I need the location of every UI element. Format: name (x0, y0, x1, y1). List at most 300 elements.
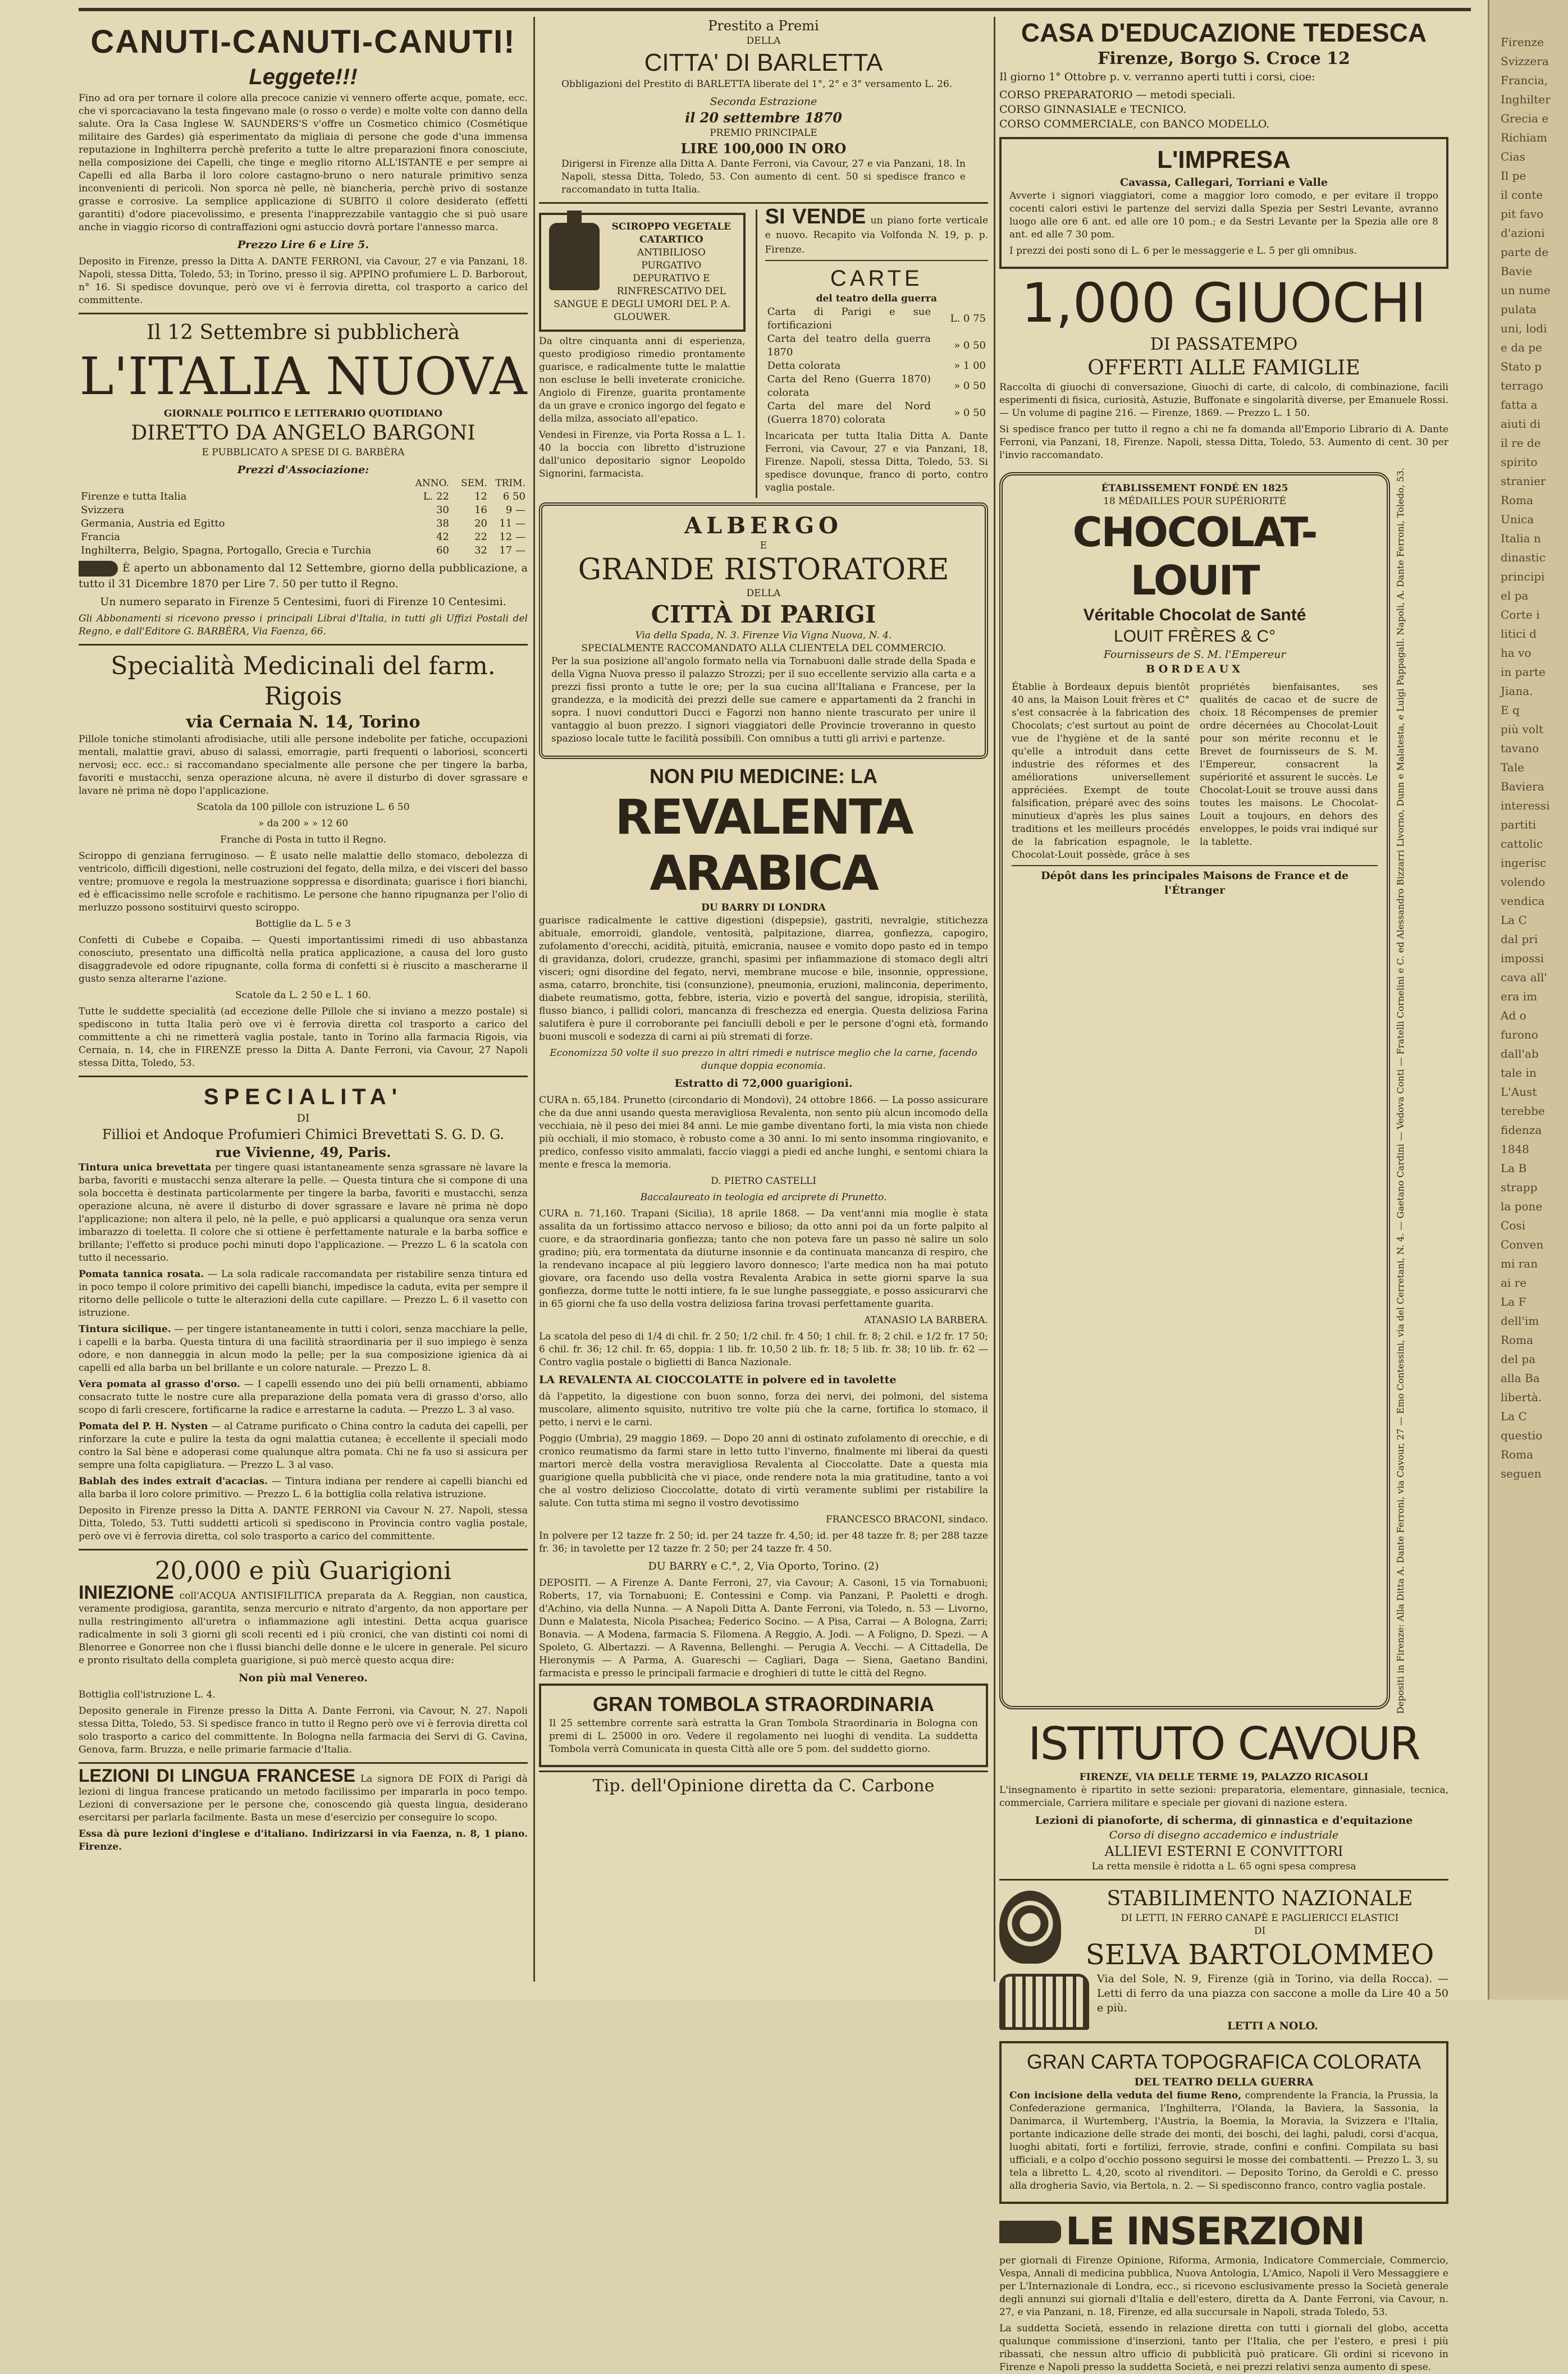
guarigioni-price: Bottiglia coll'istruzione L. 4. (79, 1689, 216, 1700)
edge-line: pit favo (1501, 207, 1544, 221)
row-anno: 30 (436, 504, 449, 516)
edge-line: la pone (1501, 1200, 1543, 1213)
barletta-title: CITTA' DI BARLETTA (644, 49, 883, 76)
rigois-pills-price: Scatola da 100 pillole con istruzione L. 6 50 (196, 802, 410, 813)
revalenta-estratto: Estratto di 72,000 guarigioni. (674, 1077, 853, 1090)
spec-item-text: per tingere quasi istantaneamente senza sgrassare nè lavare la barba, favoriti e mustacchi senza alterare la pelle. — Questa tintura che si compone di una sola boccetta è destinata particolarmente per tingere la barba, favoriti e mustacchi, senza operazione alcuna, nè avere il disturbo di dover sgrassare e lavare nè prima nè dopo l'applicazione; non altera il pelo, nè la pelle, e può applicarsi a qualunque ora senza verun imbarazzo di toeletta. Il colore che si ottiene è perfettamente naturale e la barba soffice e brillante; l'effetto si produce pochi minuti dopo l'applicazione. — Prezzo L. 6 la scatola con tutto il necessario. (79, 1162, 528, 1264)
revalenta-prices-2: In polvere per 12 tazze fr. 2 50; id. per 24 tazze fr. 4,50; id. per 48 tazze fr. 8; per 288 tazze fr. 36; in tavolette per 12 tazze fr. 2 50; per 24 tazze fr. 4 50. (539, 1530, 988, 1554)
divider (79, 644, 528, 646)
row-trim: 6 50 (502, 491, 525, 502)
albergo-sub: SPECIALMENTE RACCOMANDATO ALLA CLIENTELA DEL COMMERCIO. (581, 643, 946, 654)
albergo-grande: GRANDE RISTORATORE (578, 553, 949, 587)
carte-table (765, 305, 988, 427)
carte-item: Carta del teatro della guerra 1870 (767, 333, 931, 358)
column-3 (999, 17, 1448, 2373)
table-row (765, 400, 988, 427)
divider (539, 202, 988, 204)
row-place: Firenze e tutta Italia (81, 491, 187, 502)
edge-line: dinastic (1501, 551, 1546, 564)
spec-item (79, 1323, 528, 1375)
edge-line: Roma (1501, 1333, 1533, 1347)
revalenta-cure-2-signature: ATANASIO LA BARBERA. (864, 1315, 988, 1326)
rigois-syrup: Sciroppo di genziana ferruginoso. — È usato nelle malattie dello stomaco, debolezza di ventricolo, difficili digestioni, nelle costruzioni del fegato, della milza, e dei visceri del basso ventre; promuove e regola la mestruazione soppressa e disordinata; guarisce i fiori bianchi, ed è efficacissimo nelle scrofole e rachitismo. Le persone che hanno ripugnanza per l'olio di merluzzo possono sostituirvi questo sciroppo. (79, 850, 528, 913)
inserzioni-heading (999, 2210, 1448, 2254)
edge-line: d'azioni (1501, 226, 1545, 240)
row-trim: 12 — (499, 531, 525, 543)
louit-side-depots: Depositi in Firenze: Alla Ditta A. Dante Ferroni, via Cavour, 27 — Emo Contessini, via del Cerretani, N. 4. — Gaetano Cardini — Vedova Conti — Fratelli Cornelini e C. ed Alessandro Bizzarri Livorno, Dunn e Malatesta, e Luigi Pappagall. Napoli, A. Dante Ferroni, Toledo, 53. (1395, 468, 1406, 1714)
barletta-estrazione: Seconda Estrazione (710, 95, 817, 108)
giuochi-title: 1,000 GIUOCHI (1021, 272, 1427, 335)
albergo-della: DELLA (746, 588, 781, 599)
lezioni-title: LEZIONI DI LINGUA FRANCESE (79, 1765, 355, 1786)
edge-line: cava all' (1501, 971, 1547, 984)
carte-item: Carta del mare del Nord (Guerra 1870) colorata (767, 400, 931, 426)
col-anno: ANNO. (415, 478, 449, 489)
spec-deposit: Deposito in Firenze presso la Ditta A. DANTE FERRONI via Cavour N. 27. Napoli, stessa Ditta, Toledo, 53. Tutti suddetti articoli si spediscono in Provincia contro vaglia postale, però ove vi è ferrovia diretta, col solo trasporto a carico del committente. (79, 1505, 528, 1542)
carte-price: » 1 00 (954, 360, 986, 372)
crest-icon (999, 1891, 1061, 1964)
rigois-pills: Pillole toniche stimolanti afrodisiache, utili alle persone indebolite per fatiche, occupazioni mentali, malattie gravi, abuso di salassi, emorragie, parti frequenti o laboriosi, sconcerti nervosi; ecc. ecc.: si raccomandano specialmente alle persone che per tingere la barba, favoriti e mustacchi, senza operazione alcuna, nè avere il disturbo di dover sgrassare e lavare nè prima nè dopo l'applicazione. (79, 734, 528, 797)
revalenta-text: guarisce radicalmente le cattive digestioni (dispepsie), gastriti, nevralgie, stitichezza abituale, emorroidi, glandole, ventosità, palpitazione, diarrea, gonfiezza, capogiro, zufolamento d'orecchi, acidità, pituità, emicrania, nausee e vomito dopo pasto ed in tempo di gravidanza, dolori, crudezze, granchi, spasimi per infiammazione di stomaco degli altri visceri; ogni disordine del fegato, nervi, membrane mucose e bile, insonnie, oppressione, asma, catarro, bronchite, tisi (consunzione), pneumonia, eruzioni, malinconia, deperimento, diabete reumatismo, gotta, febbre, isteria, vizio e povertà del sangue, idropisia, sterilità, flusso bianco, i pallidi colori, mancanza di freschezza ed energia. Questa deliziosa Farina salutifera è pure il corroborante pei fanciulli deboli e per le persone d'ogni età, formando buoni muscoli e sodezza di carni ai più stremati di forze. (539, 915, 988, 1042)
selva-name: SELVA BARTOLOMMEO (1085, 1938, 1434, 1971)
revalenta-sub: DU BARRY DI LONDRA (701, 902, 826, 913)
casa-item: CORSO PREPARATORIO — metodi speciali. (999, 89, 1236, 101)
carte-deposit: Incaricata per tutta Italia Ditta A. Dante Ferroni, via Cavour, 27 e via Panzani, 18, Firenze. Napoli, stessa Ditta, Toledo, 53. Si spedisce dovunque, franco di porto, contro vaglia postale. (765, 431, 988, 493)
edge-line: Conven (1501, 1238, 1544, 1251)
revalenta-cure-2: CURA n. 71,160. Trapani (Sicilia), 18 aprile 1868. — Da vent'anni mia moglie è stata assalita da un fortissimo attacco nervoso e bilioso; da otto anni poi da un forte palpito al cuore, e da straordinaria gonfiezza; tanto che non poteva fare un passo nè salire un solo gradino; più, era tormentata da diuturne insonnie e da continuata mancanza di respiro, che la rendevano incapace al più leggiero lavoro donnesco; l'arte medica non ha mai potuto giovare, ora facendo uso della vostra Revalenta Arabica in sette giorni sparve la sua gonfiezza, dorme tutte le notti intiere, fa le sue lunghe passeggiate, e posso assicurarvi che in 65 giorni che fa uso della vostra deliziosa farina trovasi perfettamente guarita. (539, 1208, 988, 1310)
table-header-row (79, 477, 528, 490)
revalenta-firm-text: DU BARRY e C.°, 2, Via Oporto, Torino. (648, 1560, 861, 1572)
canuti-title: CANUTI-CANUTI-CANUTI! (90, 24, 516, 60)
cavour-retta: La retta mensile è ridotta a L. 65 ogni spesa compresa (1091, 1860, 1356, 1872)
sciroppo-text: Da oltre cinquanta anni di esperienza, questo prodigioso rimedio prontamente guarisce, e radicalmente tutte le malattie non escluse le belli inveterate croniciche. Angiolo di Firenze, guarita prontamente da un grave e cronico ingorgo del fegato e della milza, associato all'epatico. (539, 336, 746, 424)
edge-line: libertà. (1501, 1390, 1542, 1404)
revalenta-depots: DEPOSITI. — A Firenze A. Dante Ferroni, 27, via Cavour; A. Casoni, 15 via Tornabuoni; Roberts, 17, via Tornabuoni; E. Contessini e Comp. via Panzani, P. Paoletti e drogh. d'Achino, via della Nunna. — A Napoli Ditta A. Dante Ferroni, via Toledo, n. 53 — Livorno, Dunn e Malatesta, Nicola Pisachea; Federico Socino. — A Pisa, Carrai — A Bologna, Zarri; Bonavia. — A Modena, farmacia S. Filomena. A Reggio, A. Jodi. — A Foligno, D. Spezi. — A Spoleto, G. Albertazzi. — A Ravenna, Bellenghi. — Perugia A. Vecchi. — A Cittadella, De Hieronymis — A Parma, A. Guareschi — Cagliari, Daga — Siena, Gaetano Bandini, farmacista e presso le principali farmacie e droghieri di tutte le città del Regno. (539, 1577, 988, 1679)
row-sem: 22 (474, 531, 487, 543)
italia-announce: Il 12 Settembre si pubblicherà (147, 321, 460, 344)
inserzioni-title: LE INSERZIONI (1066, 2209, 1365, 2254)
adjacent-page-edge (1488, 0, 1568, 2000)
divider (79, 1762, 528, 1764)
divider (79, 1076, 528, 1077)
spec-item (79, 1268, 528, 1320)
edge-line: ingerisc (1501, 856, 1547, 870)
spec-item-name: Tintura sicilique. (79, 1324, 171, 1335)
italia-title: L'ITALIA NUOVA (79, 346, 527, 406)
canuti-body: Fino ad ora per tornare il colore alla precoce canizie vi vennero offerte acque, pomate, ecc. che vi sporcaciavano la testa fingevano male (o rosso o verde) e molte volte con danno della salute. Ora la Casa Inglese W. SAUNDERS'S v'offre un Cosmetico chimico (Cosmétique militaire des Gardes) già esperimentato da migliaia di persone che gode d'una immensa reputazione in Inghilterra perchè preferito a tutte le altre preparazioni finora conosciute, nella composizione dei Capelli, che tinge e meglio ritorno ALL'ISTANTE e per sempre ai Capelli ed alla Barba il loro colore castagno-bruno o nero naturale primitivo senza inconvenienti di pericoli. Non sporca nè pelle, nè biancheria, perchè privo di sostanze grasse e corrosive. La semplice applicazione di SUBITO il colore desiderato (effetti garantiti) d'odore piacevolissimo, e presenta l'inapprezzabile vantaggio che si può usare anche in viaggio ricorso di contraffazioni ogni astuccio dovrà portare l'annesso marca. (79, 93, 528, 233)
table-row (765, 305, 988, 332)
row-anno: 38 (436, 518, 449, 529)
divider (79, 1549, 528, 1550)
spec-item (79, 1475, 528, 1501)
vende-carte (756, 205, 989, 498)
sciroppo-box (539, 213, 746, 332)
edge-line: il re de (1501, 436, 1541, 450)
guarigioni-slogan: Non più mal Venereo. (239, 1672, 368, 1684)
edge-line: mi ran (1501, 1257, 1538, 1270)
row-trim: 11 — (499, 518, 525, 529)
edge-line: Unica (1501, 513, 1534, 526)
edge-line: Corte i (1501, 608, 1540, 621)
edge-line: Il pe (1501, 169, 1526, 182)
cavour-lessons: Lezioni di pianoforte, di scherma, di ginnastica e d'equitazione (1035, 1814, 1413, 1827)
row-sem: 16 (474, 504, 487, 516)
carte-item: Detta colorata (767, 360, 841, 372)
divider (79, 313, 528, 314)
carta-sub: DEL TEATRO DELLA GUERRA (1134, 2075, 1314, 2088)
edge-line: Jiana. (1501, 684, 1533, 698)
edge-line: volendo (1501, 875, 1546, 889)
italia-prices-heading: Prezzi d'Associazione: (237, 464, 369, 476)
column-1 (79, 17, 528, 1982)
italia-subtitle: GIORNALE POLITICO E LETTERARIO QUOTIDIANO (163, 408, 443, 419)
guarigioni-injection: INIEZIONE (79, 1582, 175, 1603)
edge-line: ha vo (1501, 646, 1532, 660)
carte-price: L. 0 75 (950, 313, 986, 324)
edge-line: tavano (1501, 742, 1539, 755)
edge-line: ai re (1501, 1276, 1527, 1289)
selva-title: STABILIMENTO NAZIONALE (1107, 1887, 1413, 1910)
giuochi-text: Raccolta di giuochi di conversazione, Giuochi di carte, di calcolo, di combinazione, facili esperimenti di fisica, curiosità, Astuzie, Buffonate e singolarità diverse, per Emanuele Rossi. — Un volume di pagine 216. — Firenze, 1869. — Prezzo L. 1 50. (999, 382, 1448, 419)
edge-line: un nume (1501, 283, 1551, 297)
edge-line: seguen (1501, 1467, 1542, 1480)
edge-line: impossi (1501, 952, 1544, 965)
edge-line: vendica (1501, 894, 1545, 908)
carte-price: » 0 50 (954, 380, 986, 392)
vende-title: SI VENDE (765, 205, 866, 228)
canuti-subtitle: Leggete!!! (249, 65, 358, 89)
impresa-sub: Cavassa, Callegari, Torriani e Valle (1119, 176, 1328, 189)
table-row (79, 544, 528, 557)
revalenta-title: REVALENTA ARABICA (615, 789, 912, 902)
giuochi-deposit: Si spedisce franco per tutto il regno a chi ne fa domanda all'Emporio Librario di A. Dante Ferroni, via Panzani, 18, Firenze. Napoli, stessa Ditta, Toledo, 53. Aumento di cent. 30 per l'invio raccomandato. (999, 424, 1448, 461)
edge-line: terrago (1501, 379, 1543, 392)
italia-note-1-text: È aperto un abbonamento dal 12 Settembre, giorno della pubblicazione, a tutto il 31 Dicembre 1870 per Lire 7. 50 per tutto il Regno. (79, 562, 528, 590)
lezioni-body (79, 1765, 528, 1824)
albergo-e: E (760, 540, 767, 551)
pointing-hand-icon (999, 2221, 1061, 2243)
table-row (79, 517, 528, 530)
bottle-icon (549, 223, 600, 290)
edge-line: Grecia e (1501, 112, 1549, 125)
casa-text: Il giorno 1° Ottobre p. v. verranno aperti tutti i corsi, cioe: (999, 71, 1315, 83)
row-anno: 42 (436, 531, 449, 543)
edge-line: parte de (1501, 245, 1549, 259)
guarigioni-title: 20,000 e più Guarigioni (154, 1557, 452, 1585)
edge-line: Cias (1501, 150, 1525, 163)
casa-title: CASA D'EDUCAZIONE TEDESCA (1021, 18, 1427, 47)
revalenta-cure-3-signature: FRANCESCO BRACONI, sindaco. (825, 1514, 988, 1525)
sciroppo-ad (539, 209, 746, 498)
guarigioni-body (79, 1582, 528, 1667)
barletta-della: DELLA (746, 35, 781, 47)
edge-line: più volt (1501, 722, 1544, 736)
tombola-title: GRAN TOMBOLA STRAORDINARIA (593, 1693, 934, 1716)
spec-address: rue Vivienne, 49, Paris. (215, 1144, 391, 1160)
carta-body (1009, 2089, 1438, 2193)
louit-firm: LOUIT FRÈRES & C° (1113, 627, 1276, 646)
rigois-deposit: Tutte le suddette specialità (ad eccezione delle Pillole che si inviano a mezzo postale) si spediscono in tutta Italia però ove vi è ferrovia diretta col trasporto a carico del committente a chi ne rimetterà vaglia postale, tanto in Torino alla farmacia Rigois, via Cernaia, n. 14, che in FIRENZE presso la Ditta A. Dante Ferroni, via Cavour, 27 Napoli stessa Ditta, Toledo, 53. (79, 1006, 528, 1069)
cavour-text: L'insegnamento è ripartito in sette sezioni: preparatoria, elementare, ginnasiale, tecnica, commerciale, Carriera militare e speciale per giovani di nazione estera. (999, 1784, 1448, 1809)
giuochi-sub-2: OFFERTI ALLE FAMIGLIE (1087, 356, 1360, 379)
revalenta-cure-3: Poggio (Umbria), 29 maggio 1869. — Dopo 20 anni di ostinato zufolamento di orecchie, e di cronico reumatismo da farmi stare in letto tutto l'inverno, finalmente mi liberai da questi martori mercè della vostra meravigliosa Revalenta al Cioccolatte. Date a questa mia guarigione quella pubblicità che vi piace, onde rendere nota la mia gratitudine, tanto a voi che al vostro delizioso Cioccolatte, dotato di virtù veramente sublimi per ristabilire la salute. Con tutta stima mi segno il vostro devotissimo (539, 1433, 988, 1509)
row-anno: 60 (436, 545, 449, 556)
spec-item (79, 1378, 528, 1417)
spec-item-name: Bablah des indes extrait d'acacias. (79, 1476, 268, 1487)
barletta-pre: Prestito a Premi (708, 18, 819, 34)
revalenta-cure-1-signature: D. PIETRO CASTELLI (711, 1175, 816, 1187)
italia-director: DIRETTO DA ANGELO BARGONI (131, 422, 476, 445)
edge-line: Bavie (1501, 264, 1533, 278)
edge-line: interessi (1501, 799, 1550, 812)
carte-sub: del teatro della guerra (816, 293, 937, 304)
row-place: Inghilterra, Belgio, Spagna, Portogallo, Grecia e Turchia (81, 545, 372, 556)
albergo-text: Per la sua posizione all'angolo formato nella via Tornabuoni dalle strade della Spada e della Vigna Nuova presso il palazzo Strozzi; per il suo eccellente servizio alla carta e a prezzi fissi pronto a tutte le ore; per la sua cucina all'Italiana e Francese, per la grandezza, e la modicità dei prezzi delle sue camere e appartamenti da 2 franchi in sopra. I nuovi conduttori Ducci e Fagorzi non hanno niente trascurato per unire il vantaggio al buon prezzo. I signori viaggiatori delle Provincie troveranno in questo spazioso locale tutte le facilità possibili. Con omnibus a tutti gli arrivi e partenze. (551, 656, 976, 744)
guarigioni-deposit: Deposito generale in Firenze presso la Ditta A. Dante Ferroni, via Cavour, N. 27. Napoli stessa Ditta, Toledo, 53. Si spedisce franco in tutto il Regno però ove vi è ferrovia diretta col solo trasporto a carico del committente. In Bologna nella farmacia dei Servi di G. Cavina, Genova, farm. Bruzza, e nelle primarie farmacie d'Italia. (79, 1705, 528, 1755)
col-trim: TRIM. (495, 478, 525, 489)
column-2 (539, 17, 988, 1982)
edge-line: alla Ba (1501, 1371, 1540, 1385)
italia-note-1 (79, 561, 528, 591)
edge-line: La B (1501, 1161, 1527, 1175)
spec-di: DI (296, 1112, 310, 1124)
edge-line: e da pe (1501, 341, 1542, 354)
edge-line: La C (1501, 913, 1527, 927)
top-rule (79, 8, 1471, 11)
edge-line: spirito (1501, 455, 1538, 469)
louit-text: Établie à Bordeaux depuis bientôt 40 ans, la Maison Louit frères et C° s'est consacrée à la fabrication des Chocolats; c'est surtout au point de vue de l'hygiène et de la santé qu'elle a introduit dans cette industrie des réformes et des améliorations universellement appréciées. Exempt de toute falsification, préparé avec des soins minutieux d'après les plus saines traditions et les meilleurs procédés de la fabrication espagnole, le Chocolat-Louit possède, grâce à ses propriétés bienfaisantes, ses qualités de cacao et de sucre de choix. 18 Récompenses de premier ordre décernées au Chocolat-Louit pour son mérite reconnu et le Brevet de fournisseurs de S. M. l'Empereur, consacrent la supériorité et assurent le succès. Le Chocolat-Louit se trouve aussi dans toutes les maisons. Le Chocolat-Louit a toujours, en dehors des enveloppes, le poids vrai indiqué sur la tablette. (1012, 681, 1378, 861)
bed-icon (999, 1974, 1089, 2030)
selva-text: Via del Sole, N. 9, Firenze (già in Torino, via della Rocca). — Letti di ferro da una piazza con saccone a molle da Lire 40 a 50 e più. (1097, 1972, 1448, 2014)
carte-price: » 0 50 (954, 407, 986, 419)
tombola-box (539, 1684, 988, 1767)
edge-line: Roma (1501, 493, 1533, 507)
edge-line: aiuti di (1501, 417, 1541, 431)
revalenta-firm-num: (2) (863, 1560, 879, 1572)
albergo-citta: CITTÀ DI PARIGI (651, 601, 876, 628)
spec-item-name: Pomata tannica rosata. (79, 1269, 204, 1280)
selva-di: DI (1254, 1925, 1266, 1937)
casa-address: Firenze, Borgo S. Croce 12 (1098, 49, 1350, 68)
edge-line: Tale (1501, 761, 1524, 774)
edge-line: del pa (1501, 1352, 1536, 1366)
spec-item-name: Tintura unica brevettata (79, 1162, 212, 1173)
casa-item: CORSO GINNASIALE e TECNICO. (999, 103, 1187, 116)
spec-item (79, 1420, 528, 1472)
table-row (765, 332, 988, 359)
row-trim: 9 — (505, 504, 525, 516)
italia-prices-table (79, 477, 528, 557)
selva-noleggio: LETTI A NOLO. (1227, 2019, 1318, 2032)
table-row (765, 359, 988, 373)
lezioni-text: La signora DE FOIX di Parigi dà lezioni di lingua francese praticando un metodo facilissimo per impararla in poco tempo. Lezioni di conversazione per le persone che, conoscendo già questa lingua, desiderano esercitarsi per parlarla facilmente. Basta un mese d'esercizio per conseguire lo scopo. (79, 1773, 528, 1823)
lezioni-footer: Essa dà pure lezioni d'inglese e d'italiano. Indirizzarsi in via Faenza, n. 8, 1 piano. Firenze. (79, 1828, 528, 1852)
column-rule (994, 17, 995, 1982)
spec-item-text: — I capelli essendo uno dei più belli ornamenti, abbiamo consacrato tutte le nostre cure alla preparazione della pomata vera di grasso d'orso, allo scopo di farli crescere, fortificarne la radice e arrestarne la caduta. — Prezzo L. 3 al vaso. (79, 1379, 528, 1416)
edge-line: el pa (1501, 589, 1529, 602)
revalenta-cioccolatte-title: LA REVALENTA AL CIOCCOLATTE in polvere ed in tavolette (539, 1374, 897, 1386)
spec-item-text: — al Catrame purificato o China contro la caduta dei capelli, per rinforzare la cute e pulire la testa da ogni malattia cutanea; è eccellente il speciali modo contro la Sal bène e adoperasi come qualunque altra pomata. Chi ne fa uso si assicura per sempre una folta capigliatura. — Prezzo L. 3 al vaso. (79, 1421, 528, 1471)
row-place: Germania, Austria ed Egitto (81, 518, 225, 529)
edge-line: fatta a (1501, 398, 1538, 411)
edge-line: La F (1501, 1295, 1526, 1309)
row-sem: 20 (474, 518, 487, 529)
italia-publisher: E PUBBLICATO A SPESE DI G. BARBÈRA (202, 447, 405, 458)
louit-title: CHOCOLAT-LOUIT (1072, 509, 1317, 604)
edge-line: era im (1501, 990, 1538, 1003)
edge-line: E q (1501, 703, 1520, 717)
rigois-franco: Franche di Posta in tutto il Regno. (220, 834, 386, 845)
edge-line: Baviera (1501, 780, 1544, 793)
spec-item-text: — La sola radicale raccomandata per ristabilire senza tintura ed in poco tempo il colore primitivo dei capelli bianchi, impedisce la caduta, evita per sempre il ritorno delle pellicole o tutte le alterazioni della cute capillare. — Prezzo L. 6 il vasetto con istruzione. (79, 1269, 528, 1319)
edge-text (1489, 0, 1568, 1482)
revalenta-pre: NON PIU MEDICINE: LA (649, 765, 877, 788)
sciroppo-title: SCIROPPO VEGETALE CATARTICO (611, 221, 732, 245)
pointing-hand-icon (79, 561, 118, 577)
louit-section (999, 468, 1448, 1714)
cavour-corso: Corso di disegno accademico e industriale (1109, 1828, 1339, 1841)
row-sem: 32 (474, 545, 487, 556)
spec-firm: Fillioi et Andoque Profumieri Chimici Brevettati S. G. D. G. (102, 1127, 504, 1142)
edge-line: L'Aust (1501, 1085, 1537, 1099)
louit-sub: Véritable Chocolat de Santé (1083, 606, 1306, 624)
barletta-lire: LIRE 100,000 IN ORO (680, 140, 847, 157)
table-row (765, 373, 988, 400)
edge-line: dal pri (1501, 932, 1538, 946)
albergo-box (539, 502, 988, 759)
edge-line: Cosi (1501, 1219, 1526, 1232)
sciroppo-deposit: Vendesi in Firenze, via Porta Rossa a L. 1. 40 la boccia con libretto d'istruzione dall'unico depositario signor Leopoldo Signorini, farmacista. (539, 429, 746, 479)
revalenta-cure-1-role: Baccalaureato in teologia ed arciprete di Prunetto. (640, 1192, 887, 1203)
impresa-note: I prezzi dei posti sono di L. 6 per le messaggerie e L. 5 per gli omnibus. (1009, 245, 1357, 257)
sciroppo-sub: ANTIBILIOSO PURGATIVO DEPURATIVO E RINFRESCATIVO DEL SANGUE E DEGLI UMORI DEL P. A. GLOUWER. (554, 247, 731, 323)
edge-line: cattolic (1501, 837, 1543, 850)
edge-line: terebbe (1501, 1104, 1545, 1118)
edge-line: strapp (1501, 1181, 1538, 1194)
louit-footer: Dépôt dans les principales Maisons de France et de l'Étranger (1012, 865, 1378, 898)
spec-item-text: — per tingere istantaneamente in tutti i colori, senza macchiare la pelle, i capelli e la barba. Questa tintura di una facilità straordinaria per il suo impiego è senza odore, e non danneggia in alcun modo la pelle; per la sua composizione igienica dà ai capelli ed alla barba un bel brillante e un colore naturale. — Prezzo L. 8. (79, 1324, 528, 1374)
rigois-syrup-price: Bottiglie da L. 5 e 3 (255, 918, 351, 930)
rigois-confetti-price: Scatole da L. 2 50 e L. 1 60. (235, 990, 371, 1001)
column-rule (533, 17, 535, 1982)
revalenta-prices: La scatola del peso di 1/4 di chil. fr. 2 50; 1/2 chil. fr. 4 50; 1 chil. fr. 8; 2 chil. e 1/2 fr. 17 50; 6 chil. fr. 36; 12 chil. fr. 65, doppia: 1 lib. fr. 10,50 2 lib. fr. 18; 5 lib. fr. 38; 10 lib. fr. 62 — Contro vaglia postale o biglietti di Banca Nazionale. (539, 1331, 988, 1368)
edge-line: principi (1501, 570, 1545, 583)
carte-item: Carta del Reno (Guerra 1870) colorata (767, 373, 931, 399)
edge-line: Richiam (1501, 131, 1547, 144)
edge-line: Roma (1501, 1448, 1533, 1461)
impresa-title: L'IMPRESA (1157, 146, 1291, 173)
row-sem: 12 (474, 491, 487, 502)
spec-title: SPECIALITA' (203, 1085, 403, 1109)
spec-item-text: — Tintura indiana per rendere ai capelli bianchi ed alla barba il loro colore primitivo. — Prezzo L. 6 la bottiglia colla relativa istruzione. (79, 1476, 528, 1500)
louit-established: ÉTABLISSEMENT FONDÉ EN 1825 (1101, 483, 1288, 494)
divider (765, 260, 988, 261)
edge-line: La C (1501, 1410, 1527, 1423)
edge-line: tale in (1501, 1066, 1537, 1079)
edge-line: pulata (1501, 303, 1537, 316)
edge-line: Francia, (1501, 74, 1548, 87)
edge-line: Stato p (1501, 360, 1542, 373)
tombola-text: Il 25 settembre corrente sarà estratta la Gran Tombola Straordinaria in Bologna con premi di L. 25000 in oro. Vedere il regolamento nei luoghi di vendita. La suddetta Tombola verrà Comunicata in questa Città alle ore 5 pom. del suddetto giorno. (549, 1718, 978, 1755)
edge-line: Firenze (1501, 35, 1544, 49)
impresa-box (999, 137, 1448, 269)
edge-line: Inghilter (1501, 93, 1551, 106)
barletta-date: il 20 settembre 1870 (685, 109, 842, 126)
edge-line: fidenza (1501, 1123, 1542, 1137)
edge-line: Ad o (1501, 1009, 1526, 1022)
edge-line: questio (1501, 1429, 1543, 1442)
selva-sub: DI LETTI, IN FERRO CANAPÈ E PAGLIERICCI ELASTICI (1121, 1912, 1399, 1924)
table-row (79, 490, 528, 504)
casa-item: CORSO COMMERCIALE, con BANCO MODELLO. (999, 118, 1270, 130)
vende-text: un piano forte verticale e nuovo. Recapito via Volfonda N. 19, p. p. Firenze. (765, 215, 989, 255)
rigois-pills-price-2: » da 200 » » 12 60 (258, 818, 349, 829)
giuochi-sub: DI PASSATEMPO (1150, 335, 1298, 354)
table-row (79, 530, 528, 544)
carta-text: comprendente la Francia, la Prussia, la Confederazione germanica, l'Inghilterra, l'Olanda, la Baviera, la Sassonia, la Danimarca, il Wurtemberg, l'Austria, la Boemia, la Moravia, la Svizzera e l'Italia, portante indicazione delle strade dei monti, dei boschi, dei laghi, paludi, corsi d'acqua, luoghi abitati, forti e fortilizi, ferrovie, strade, confini e confini. Compilata su basi ufficiali, e a colpo d'occhio possono seguirsi le mosse dei combattenti. — Prezzo L. 3, su tela a libretto L. 4,20, scoto al rivenditori. — Deposito Torino, da Geroldi e C. presso alla drogheria Savio, via Bertola, n. 2. — Si spedisconno franco, contro vaglia postale. (1009, 2089, 1438, 2192)
spec-item (79, 1161, 528, 1265)
carte-price: » 0 50 (954, 340, 986, 351)
edge-line: uni, lodi (1501, 322, 1547, 335)
edge-line: furono (1501, 1028, 1538, 1041)
vende-ad (765, 205, 989, 257)
italia-note-3: Gli Abbonamenti si ricevono presso i principali Librai d'Italia, in tutti gli Uffizi Postali del Regno, e dall'Editore G. BARBÈRA, Via Faenza, 66. (79, 613, 528, 637)
louit-box (999, 472, 1390, 1709)
barletta-premio: PREMIO PRINCIPALE (710, 127, 817, 139)
carta-sub-2: Con incisione della veduta del fiume Reno, (1009, 2089, 1242, 2101)
cavour-address: FIRENZE, VIA DELLE TERME 19, PALAZZO RICASOLI (1079, 1771, 1369, 1783)
edge-line: litici d (1501, 627, 1537, 641)
row-anno: L. 22 (423, 491, 449, 502)
edge-line: dall'ab (1501, 1047, 1539, 1060)
carte-title: CARTE (830, 266, 923, 291)
edge-line: Italia n (1501, 532, 1541, 545)
divider (999, 1879, 1448, 1881)
barletta-text: Obbligazioni del Prestito di BARLETTA liberate del 1°, 2° e 3° versamento L. 26. (561, 79, 953, 90)
edge-line: in parte (1501, 665, 1546, 679)
table-row (79, 504, 528, 517)
canuti-deposit: Deposito in Firenze, presso la Ditta A. DANTE FERRONI, via Cavour, 27 e via Panzani, 18. Napoli, stessa Ditta, Toledo, 53; in Torino, presso il sig. APPINO profumiere L. D. Barborout, n° 16. Si spedisce dovunque, però ove vi è ferrovia diretta, col trasporto a carico del committente. (79, 256, 528, 306)
carta-box (999, 2041, 1448, 2204)
inserzioni-text-2: La suddetta Società, essendo in relazione diretta con tutti i giornali del globo, accetta qualunque commissione d'inserzioni, tanto per l'Italia, che per l'estero, e presi i più ribassati, che nessun altro ufficio di pubblicità può praticare. Gli ordini si ricevono in Firenze e Napoli presso la suddetta Società, e nei prezzi relativi senza aumento di spese. (999, 2322, 1448, 2373)
italia-note-2: Un numero separato in Firenze 5 Centesimi, fuori di Firenze 10 Centesimi. (100, 596, 506, 608)
albergo-title: ALBERGO (684, 513, 843, 539)
guarigioni-text: coll'ACQUA ANTISIFILITICA preparata da A. Reggian, non caustica, veramente prodigiosa, garantita, senza mercurio e nitrato d'argento, da non apportare per nulla restringimento all'uretra o infiammazione agli intestini. Detta acqua guarisce radicalmente in soli 3 giorni gli scoli recenti ed i più cronici, che van distinti coi nomi di Blenorree e Gonorree non che i flussi bianchi delle donne e le ulcere in generale. Pel sicuro e pronto risultato della completa guarigione, si può mercè questo acqua dire: (79, 1590, 528, 1666)
albergo-address: Via della Spada, N. 3. Firenze Via Vigna Nuova, N. 4. (635, 630, 892, 641)
impresa-text: Avverte i signori viaggiatori, come a maggior loro comodo, e per evitare il troppo cocenti calori estivi le partenze del servizi dalla Spezia per Sestri Levante, avranno luogo alle ore 6 ant. ed alle ore 10 pom.; e da Sestri Levante per la Spezia alle ore 8 ant. ed alle 7 30 pom. (1009, 190, 1438, 240)
rigois-address: via Cernaia N. 14, Torino (186, 712, 420, 732)
edge-line: Svizzera (1501, 54, 1549, 68)
printer-footer: Tip. dell'Opinione diretta da C. Carbone (539, 1771, 988, 1797)
rigois-confetti: Confetti di Cubebe e Copaiba. — Questi importantissimi rimedi di uso abbastanza conosciuto, presentato una difficoltà nella pratica applicazione, a causa del loro gusto disaggradevole ed odore ripugnante, colla forma di confetti si è riuscito a mascherarne il gusto senza alterarne l'azione. (79, 935, 528, 985)
edge-line: dell'im (1501, 1314, 1539, 1328)
edge-line: il conte (1501, 188, 1543, 202)
barletta-deposit: Dirigersi in Firenze alla Ditta A. Dante Ferroni, via Cavour, 27 e via Panzani, 18. In Napoli, stessa Ditta, Toledo, 53. Con aumento di cent. 50 si spedisce franco e raccomandato in tutta Italia. (561, 158, 966, 195)
cavour-allievi: ALLIEVI ESTERNI E CONVITTORI (1104, 1843, 1343, 1859)
carta-title: GRAN CARTA TOPOGRAFICA COLORATA (1026, 2050, 1421, 2073)
edge-line: partiti (1501, 818, 1537, 831)
row-place: Svizzera (81, 504, 125, 516)
inserzioni-text: per giornali di Firenze Opinione, Riforma, Armonia, Indicatore Commerciale, Commercio, Vespa, Annali di medicina pubblica, Nuova Antologia, L'Amico, Napoli il Vero Messaggiere e per L'Internazionale di Londra, ecc., si ricevono esclusivamente presso la Società generale degli annunzi sui giornali d'Italia e dell'estero, diretta da A. Dante Ferroni, via Cavour, n. 27, e via Panzani, n. 18, Firenze, ed alla succursale in Napoli, strada Toledo, 53. (999, 2254, 1448, 2318)
louit-medals: 18 MÉDAILLES POUR SUPÉRIORITÉ (1103, 496, 1287, 507)
cavour-title: ISTITUTO CAVOUR (1028, 1717, 1420, 1770)
louit-fournisseurs: Fournisseurs de S. M. l'Empereur (1103, 648, 1286, 661)
rigois-title: Specialità Medicinali del farm. Rigois (111, 652, 496, 711)
spec-item-name: Vera pomata al grasso d'orso. (79, 1379, 240, 1390)
row-trim: 17 — (499, 545, 525, 556)
spec-item-name: Pomata del P. H. Nysten (79, 1421, 208, 1432)
col-sem: SEM. (461, 478, 487, 489)
